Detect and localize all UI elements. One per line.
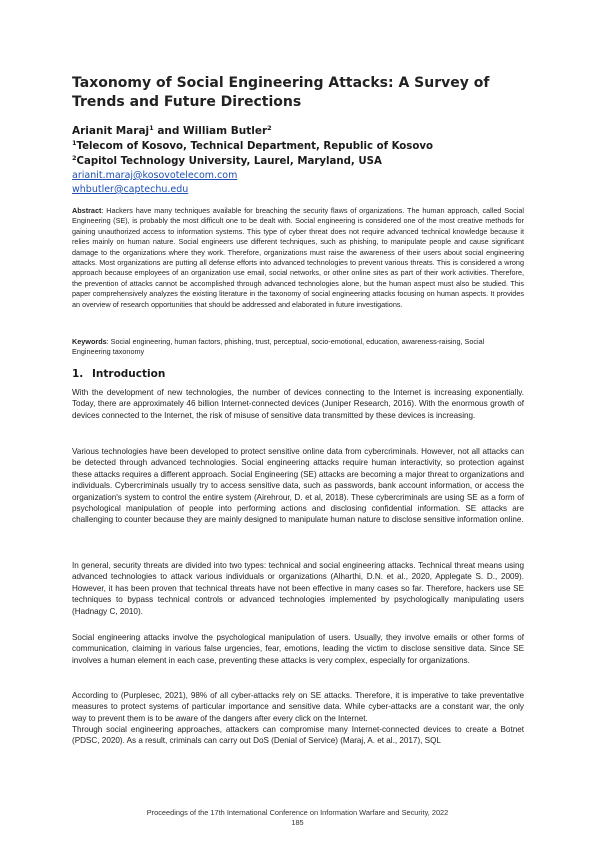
author-name: and William Butler (153, 125, 268, 137)
abstract-text: : Hackers have many techniques available for breaching the security flaws of organizations. The human approach, called Social Engineering (SE), is probably the most difficult one to be dealt with. Social engineering is considered one of the most creative methods for gaining unauthorized access to information systems. This type of cyber threat does not require advanced technical knowledge because it relies mainly on human nature. Social engineers use different techniques, such as phishing, to manipulate people and cause significant damage to the organizations where they work. Therefore, organizations must raise the awareness of their users about social engineering attacks. Most organizations are putting all defense efforts into advanced technologies to prevent various threats. This is considered a wrong approach because employees of an organization use email, social networks, or other online sites as part of their work activities. Therefore, the prevention of attacks cannot be accomplished through advanced technologies alone, but the human aspect must also be studied. This paper comprehensively analyzes the existing literature in the taxonomy of social engineering attacks focusing on human aspects. It provides an overview of research opportunities that should be addressed and elaborated in future investigations. (72, 206, 524, 309)
abstract (72, 206, 524, 310)
body-paragraph: According to (Purplesec, 2021), 98% of all cyber-attacks rely on SE attacks. Therefore, it is imperative to take preventative measures to protect systems of particular importance and sensitive data. While cyber-attacks are a constant war, the only way to prevent them is to be aware of the dangers after every click on the Internet. (72, 691, 524, 723)
email-link-2[interactable]: whbutler@captechu.edu (72, 184, 189, 195)
section-number: 1. (72, 368, 84, 380)
keywords-text: : Social engineering, human factors, phishing, trust, perceptual, socio-emotional, education, awareness-raising, Social Engineering taxonomy (72, 337, 485, 357)
affiliation-1 (72, 140, 433, 154)
footer-proceedings: Proceedings of the 17th International Conference on Information Warfare and Security, 2022 (146, 808, 449, 817)
body-paragraph: Through social engineering approaches, attackers can compromise many Internet-connected devices to create a Botnet (PDSC, 2020). As a result, criminals can carry out DoS (Denial of Service) (Maraj, A. et al., 2017), SQL (72, 725, 524, 746)
affiliation-marker: 2 (72, 154, 77, 162)
affiliation-text: Telecom of Kosovo, Technical Department, Republic of Kosovo (76, 141, 433, 152)
affiliation-2 (72, 155, 382, 169)
page-number: 185 (291, 818, 304, 827)
affiliation-text: Capitol Technology University, Laurel, Maryland, USA (76, 156, 382, 167)
email-link-1[interactable]: arianit.maraj@kosovotelecom.com (72, 170, 238, 181)
body-paragraph: Various technologies have been developed to protect sensitive online data from cybercriminals. However, not all attacks can be detected through advanced technologies. Social engineering attacks require human interactivity, so protection against these attacks requires a different approach. Social Engineering (SE) attacks are becoming a major threat to organizations and individuals. Cybercriminals usually try to access sensitive data, such as passwords, bank account information, or access the organization's system to control the entire system (Airehrour, D. et al, 2018). These cybercriminals are using SE as a form of psychological manipulation of people into performing actions and disclosing confidential information. SE attacks are challenging to counter because they are mainly designed to manipulate human nature to disclose sensitive information online. (72, 447, 524, 525)
body-paragraph: With the development of new technologies, the number of devices connecting to the Internet is increasing exponentially. Today, there are approximately 46 billion Internet-connected devices (Juniper Research, 2016). With the enormous growth of devices connected to the Internet, the risk of misuse of sensitive data transmitted by these devices is increasing. (72, 388, 524, 420)
author-name: Arianit Maraj (72, 125, 150, 137)
section-heading (72, 367, 165, 381)
body-paragraph: In general, security threats are divided into two types: technical and social engineering attacks. Technical threat means using advanced technologies to attack various individuals or organizations (Alharthi, D.N. et al., 2020, Applegate S. D., 2009). However, it has been proven that technical threats have not been effective in many cases so far. Therefore, hackers use SE techniques to bypass technical controls or advanced technologies implemented by psychologically manipulating users (Hadnagy C, 2010). (72, 561, 524, 616)
section-title: Introduction (92, 368, 166, 380)
affiliation-marker: 1 (72, 139, 77, 147)
body-paragraph: Social engineering attacks involve the psychological manipulation of users. Usually, they involve emails or other forms of communication, claiming in various false urgencies, fear, emotions, leading the victim to disclose sensitive data. Since SE involves a human element in each case, preventing these attacks is very complex, especially for organizations. (72, 633, 524, 665)
keywords-label: Keywords (72, 337, 107, 346)
keywords (72, 337, 524, 358)
abstract-label: Abstract (72, 206, 102, 215)
affiliation-marker: 1 (149, 124, 154, 132)
author-line (72, 124, 272, 138)
affiliation-marker: 2 (267, 124, 272, 132)
paper-title: Taxonomy of Social Engineering Attacks: A Survey of Trends and Future Directions (72, 75, 490, 110)
